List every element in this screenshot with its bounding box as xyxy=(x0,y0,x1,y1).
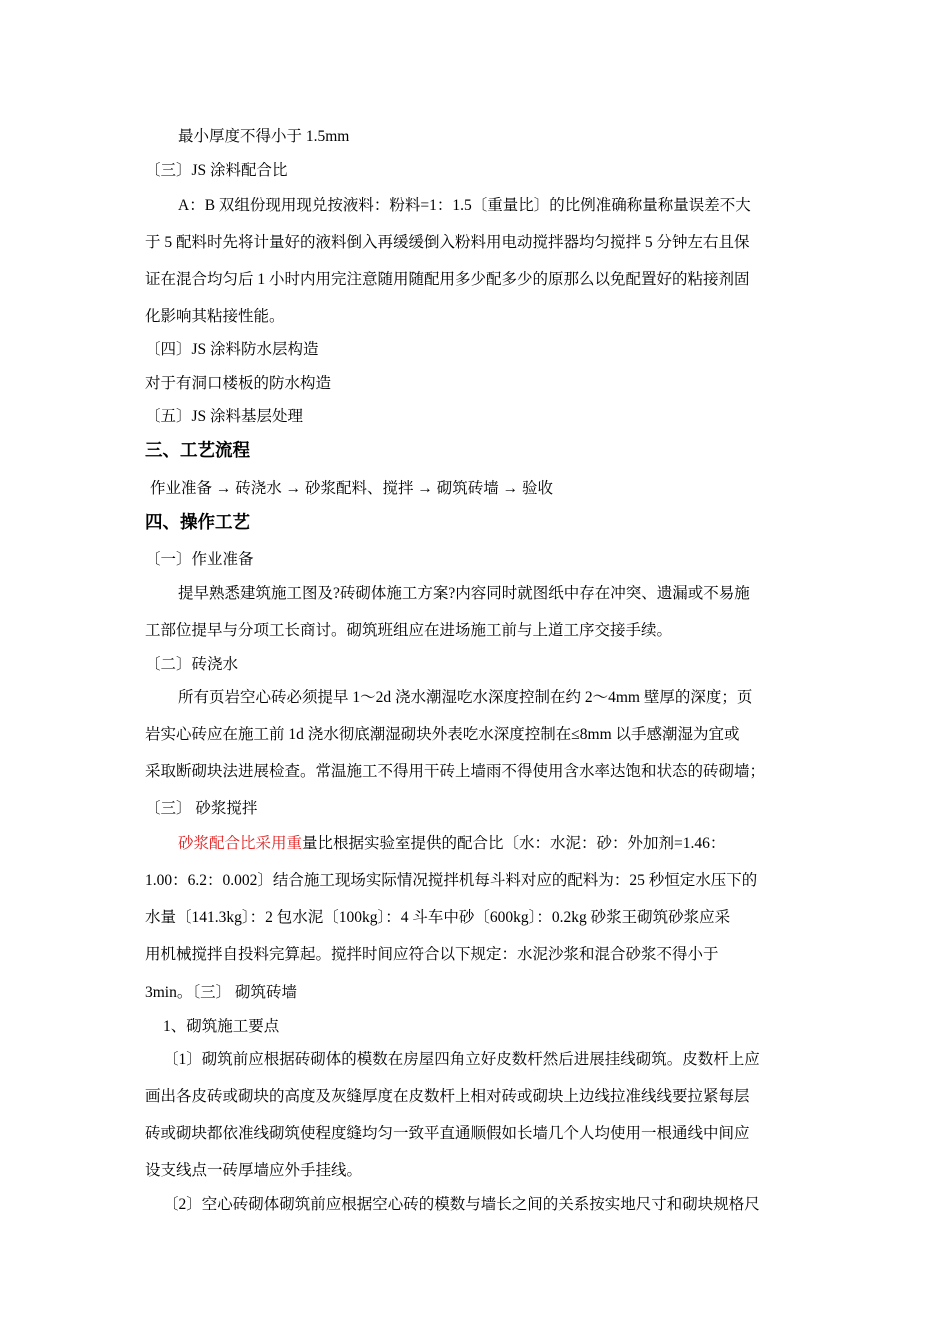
paragraph-line: 〔2〕空心砖砌体砌筑前应根据空心砖的模数与墙长之间的关系按实地尺寸和砌块规格尺 xyxy=(163,1196,760,1213)
paragraph-line: 提早熟悉建筑施工图及?砖砌体施工方案?内容同时就图纸中存在冲突、遗漏或不易施 xyxy=(178,585,750,602)
paragraph-line: 1.00：6.2：0.002〕结合施工现场实际情况搅拌机每斗料对应的配料为：25 秒恒定水压下的 xyxy=(145,872,758,889)
paragraph-line: 证在混合均匀后 1 小时内用完注意随用随配用多少配多少的原那么以免配置好的粘接剂固 xyxy=(145,271,750,288)
paragraph-line: 3min。〔三〕 砌筑砖墙 xyxy=(145,984,297,1001)
paragraph-line: 化影响其粘接性能。 xyxy=(145,308,285,325)
paragraph-line: 所有页岩空心砖必须提早 1～2d 浇水潮湿吃水深度控制在约 2～4mm 壁厚的深度；页 xyxy=(178,689,753,706)
section-heading: 四、操作工艺 xyxy=(145,513,250,533)
subheading: 〔五〕JS 涂料基层处理 xyxy=(145,408,304,425)
process-flow: 作业准备 → 砖浇水 → 砂浆配料、搅拌 → 砌筑砖墙 → 验收 xyxy=(150,480,554,497)
list-heading: 1、砌筑施工要点 xyxy=(163,1018,280,1035)
subheading: 〔四〕JS 涂料防水层构造 xyxy=(145,341,319,358)
subheading: 〔三〕JS 涂料配合比 xyxy=(145,162,288,179)
paragraph-line: 岩实心砖应在施工前 1d 浇水彻底潮湿砌块外表吃水深度控制在≤8mm 以手感潮湿为宜或 xyxy=(145,726,740,743)
paragraph-line: 采取断砌块法进展检查。常温施工不得用干砖上墙雨不得使用含水率达饱和状态的砖砌墙； xyxy=(145,763,766,780)
paragraph-line xyxy=(178,834,725,854)
paragraph-line: 画出各皮砖或砌块的高度及灰缝厚度在皮数杆上相对砖或砌块上边线拉准线线要拉紧每层 xyxy=(145,1088,750,1105)
paragraph-line: 砖或砌块都依准线砌筑使程度缝均匀一致平直通顺假如长墙几个人均使用一根通线中间应 xyxy=(145,1125,750,1142)
paragraph-line: 于 5 配料时先将计量好的液料倒入再缓缓倒入粉料用电动搅拌器均匀搅拌 5 分钟左右且保 xyxy=(145,234,750,251)
paragraph-line: 用机械搅拌自投料完算起。搅拌时间应符合以下规定：水泥沙浆和混合砂浆不得小于 xyxy=(145,946,719,963)
paragraph-line: 工部位提早与分项工长商讨。砌筑班组应在进场施工前与上道工序交接手续。 xyxy=(145,622,673,639)
paragraph-line: 水量〔141.3kg〕：2 包水泥〔100kg〕：4 斗车中砂〔600kg〕：0.2kg 砂浆王砌筑砂浆应采 xyxy=(145,909,731,926)
paragraph-line: 对于有洞口楼板的防水构造 xyxy=(145,375,332,392)
paragraph-line: A：B 双组份现用现兑按液料：粉料=1：1.5〔重量比〕的比例准确称量称量误差不大 xyxy=(178,197,751,214)
section-heading: 三、工艺流程 xyxy=(145,441,250,461)
paragraph-line: 〔1〕砌筑前应根据砖砌体的模数在房屋四角立好皮数杆然后进展挂线砌筑。皮数杆上应 xyxy=(163,1051,760,1068)
subheading: 〔二〕砖浇水 xyxy=(145,656,239,673)
subheading: 〔一〕作业准备 xyxy=(145,551,254,568)
paragraph-text: 量比根据实验室提供的配合比〔水：水泥：砂：外加剂=1.46： xyxy=(302,835,726,852)
highlighted-text: 砂浆配合比采用重 xyxy=(178,835,303,852)
subheading: 〔三〕 砂浆搅拌 xyxy=(145,800,258,817)
paragraph-line: 最小厚度不得小于 1.5mm xyxy=(178,128,350,145)
paragraph-line: 设支线点一砖厚墙应外手挂线。 xyxy=(145,1162,363,1179)
